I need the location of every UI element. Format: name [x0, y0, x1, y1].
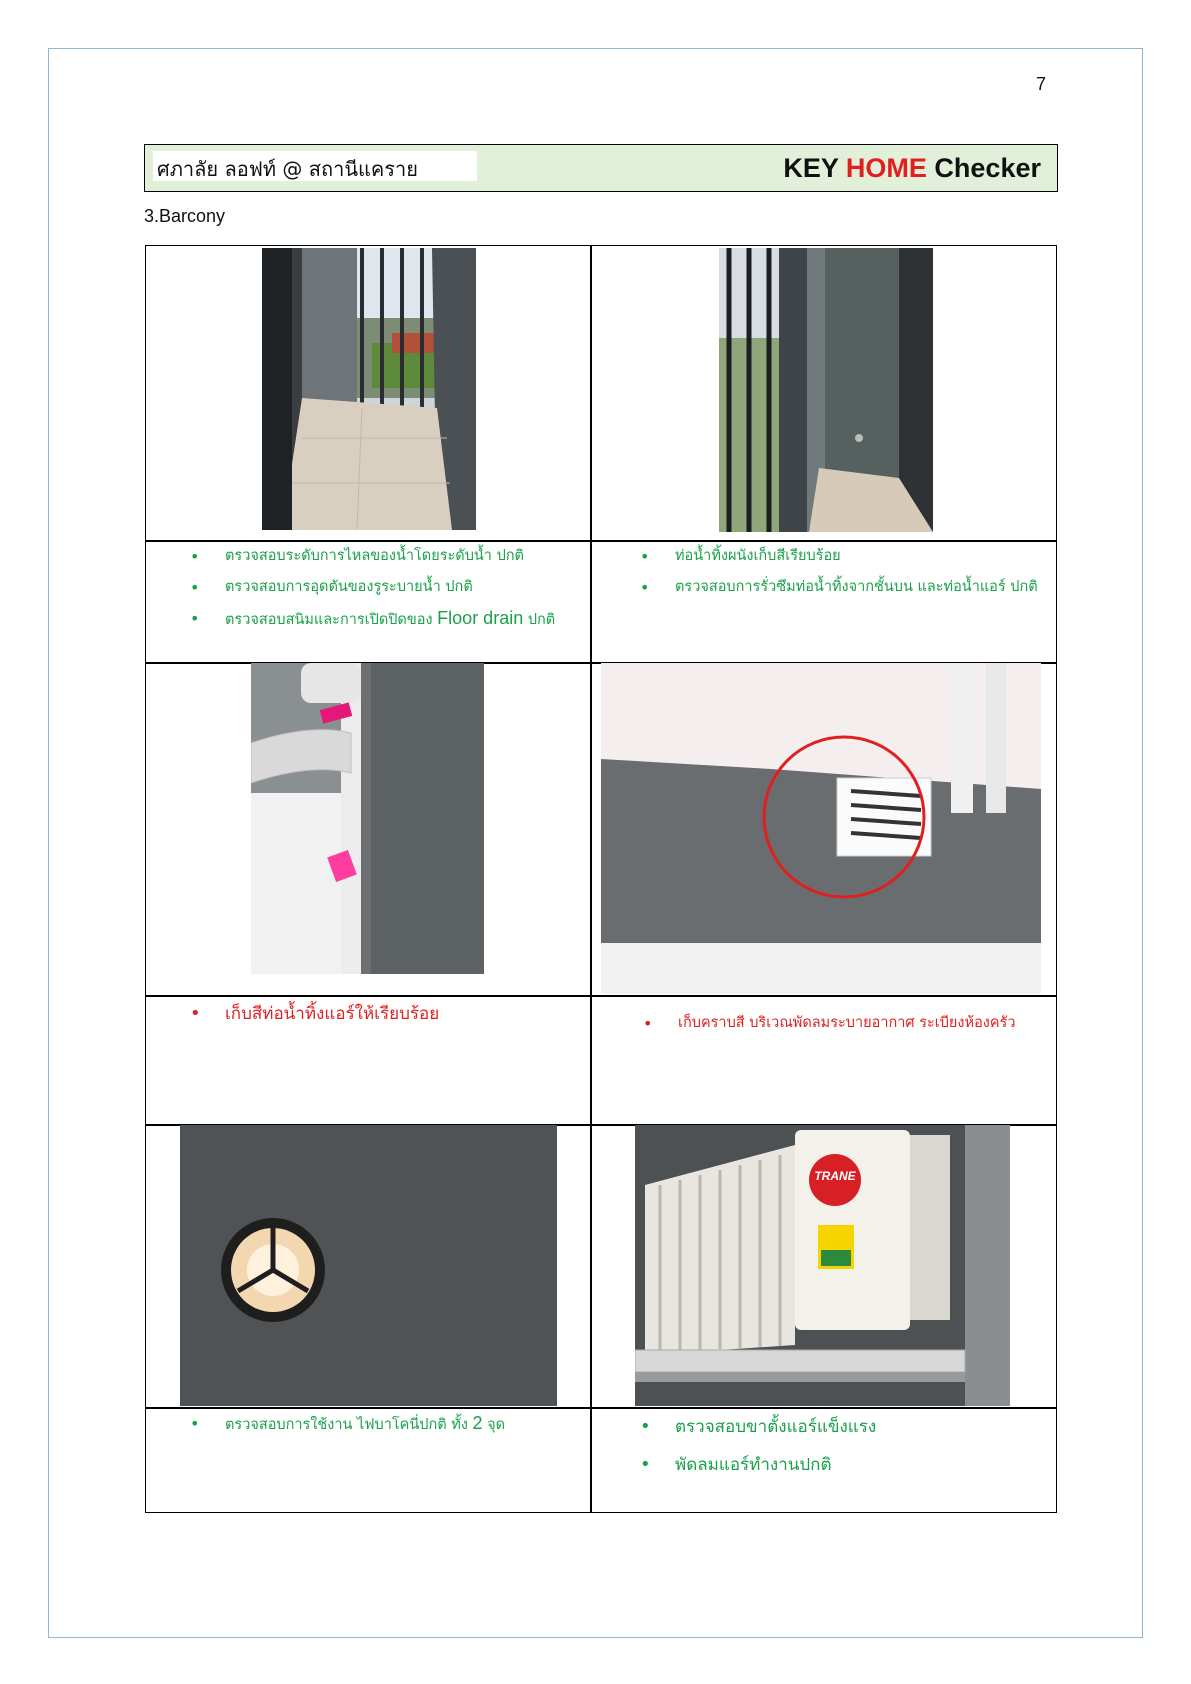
section-title: 3.Barcony [144, 206, 226, 226]
list-item: • เก็บคราบสี บริเวณพัดลมระบายอากาศ ระเบียงห้องครัว [643, 1008, 1016, 1039]
note-text: ตรวจสอบการใช้งาน ไฟบาโคนี่ปกติ ทั้ง [225, 1417, 468, 1433]
brand-checker: Checker [934, 153, 1041, 183]
list-item: • ตรวจสอบขาตั้งแอร์แข็งแรง [640, 1408, 876, 1446]
list-item: • ตรวจสอบการอุดตันของรูระบายน้ำ ปกติ [190, 572, 555, 603]
list-item: • เก็บสีท่อน้ำทิ้งแอร์ให้เรียบร้อย [190, 995, 439, 1033]
page-number: 7 [1036, 74, 1047, 94]
list-item [190, 603, 555, 636]
floor-drain-term: Floor drain [437, 608, 524, 628]
ac-brand-label: TRANE [814, 1169, 856, 1183]
list-item: • ตรวจสอบระดับการไหลของน้ำโดยระดับน้ำ ปกติ [190, 541, 555, 572]
note-text: ปกติ [527, 612, 556, 628]
row2-right-notes [643, 1008, 1016, 1039]
list-item: • ตรวจสอบการรั่วซึมท่อน้ำทิ้งจากชั้นบน และท่อน้ำแอร์ ปกติ [640, 572, 1038, 603]
air-conditioner-photo [635, 1125, 1010, 1406]
balcony-view-photo [262, 248, 476, 530]
table-divider-vertical [590, 245, 592, 1513]
row2-left-notes [190, 995, 439, 1033]
balcony-lamp-photo [180, 1125, 557, 1406]
row3-left-notes [190, 1408, 505, 1441]
drain-pipe-photo [251, 663, 484, 974]
list-item [190, 1408, 505, 1441]
list-item: • พัดลมแอร์ทำงานปกติ [640, 1446, 876, 1484]
balcony-corner-photo [719, 248, 933, 532]
note-text: ตรวจสอบสนิมและการเปิดปิดของ [225, 612, 433, 628]
note-text: จุด [487, 1417, 506, 1433]
light-count: 2 [472, 1413, 483, 1433]
brand-key: KEY [783, 153, 839, 183]
ventilation-fan-photo [601, 663, 1041, 994]
document-header [144, 144, 1058, 192]
brand-home: HOME [845, 153, 927, 183]
row1-left-notes [190, 541, 555, 636]
row1-right-notes [640, 541, 1038, 603]
row3-right-notes [640, 1408, 876, 1484]
project-name: ศภาลัย ลอฟท์ @ สถานีแคราย [153, 151, 477, 181]
brand-title [783, 153, 1041, 184]
list-item: • ท่อน้ำทิ้งผนังเก็บสีเรียบร้อย [640, 541, 1038, 572]
